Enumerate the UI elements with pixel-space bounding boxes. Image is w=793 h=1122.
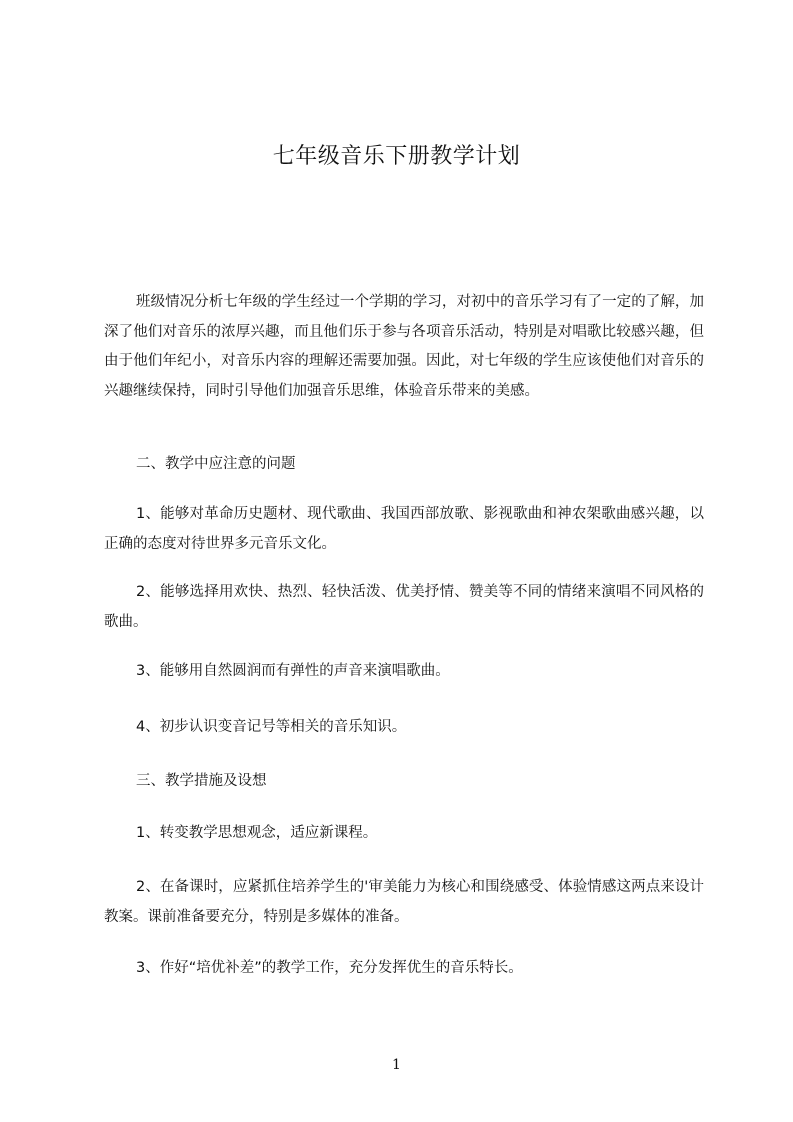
section-2-item-2: 2、能够选择用欢快、热烈、轻快活泼、优美抒情、赞美等不同的情绪来演唱不同风格的歌曲。 — [104, 584, 704, 630]
section-2-item-3: 3、能够用自然圆润而有弹性的声音来演唱歌曲。 — [136, 663, 450, 679]
section-3-heading: 三、教学措施及设想 — [136, 773, 267, 789]
section-3-item-3: 3、作好“培优补差”的教学工作，充分发挥优生的音乐特长。 — [136, 960, 523, 976]
intro-paragraph: 班级情况分析七年级的学生经过一个学期的学习，对初中的音乐学习有了一定的了解，加深了他们对音乐的浓厚兴趣，而且他们乐于参与各项音乐活动，特别是对唱歌比较感兴趣，但由于他们年纪小，对音乐内容的理解还需要加强。因此，对七年级的学生应该使他们对音乐的兴趣继续保持，同时引导他们加强音乐思维，体验音乐带来的美感。 — [104, 294, 704, 399]
section-2-item-4: 4、初步认识变音记号等相关的音乐知识。 — [136, 719, 407, 735]
document-title: 七年级音乐下册教学计划 — [272, 144, 521, 169]
section-2-heading: 二、教学中应注意的问题 — [136, 456, 296, 472]
page-number: 1 — [392, 1057, 401, 1073]
section-2-item-1: 1、能够对革命历史题材、现代歌曲、我国西部放歌、影视歌曲和神农架歌曲感兴趣，以正确的态度对待世界多元音乐文化。 — [104, 506, 704, 552]
section-3-item-2: 2、在备课时，应紧抓住培养学生的'审美能力为核心和围绕感受、体验情感这两点来设计教案。课前准备要充分，特别是多媒体的准备。 — [104, 879, 704, 925]
section-3-item-1: 1、转变教学思想观念，适应新课程。 — [136, 825, 378, 841]
